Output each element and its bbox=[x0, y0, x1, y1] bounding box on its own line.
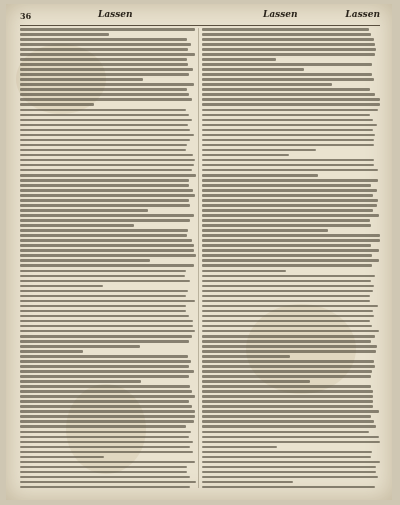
illegible-text-line bbox=[20, 400, 189, 403]
illegible-text-line bbox=[202, 53, 375, 56]
running-head-left: Lassen bbox=[98, 10, 133, 20]
illegible-text-line bbox=[202, 305, 378, 308]
illegible-text-line bbox=[202, 461, 380, 464]
illegible-text-line bbox=[20, 350, 83, 353]
illegible-text-line bbox=[20, 154, 193, 157]
illegible-text-line bbox=[20, 310, 186, 313]
illegible-text-line bbox=[20, 285, 103, 288]
illegible-text-line bbox=[20, 224, 134, 227]
illegible-text-line bbox=[20, 436, 189, 439]
illegible-text-line bbox=[20, 300, 195, 303]
illegible-text-line bbox=[20, 441, 193, 444]
illegible-text-line bbox=[202, 425, 376, 428]
illegible-text-line bbox=[202, 48, 376, 51]
illegible-text-line bbox=[202, 199, 378, 202]
illegible-text-line bbox=[202, 340, 371, 343]
illegible-text-line bbox=[20, 270, 186, 273]
illegible-text-line bbox=[20, 239, 192, 242]
illegible-text-line bbox=[202, 290, 373, 293]
illegible-text-line bbox=[20, 385, 190, 388]
illegible-text-line bbox=[202, 254, 372, 257]
illegible-text-line bbox=[202, 385, 371, 388]
illegible-text-line bbox=[20, 410, 195, 413]
illegible-text-line bbox=[20, 280, 190, 283]
illegible-text-line bbox=[202, 380, 310, 383]
illegible-text-line bbox=[20, 451, 193, 454]
illegible-text-line bbox=[202, 164, 374, 167]
illegible-text-line bbox=[20, 365, 189, 368]
illegible-text-line bbox=[202, 98, 380, 101]
illegible-text-line bbox=[202, 139, 374, 142]
illegible-text-line bbox=[202, 390, 373, 393]
illegible-text-line bbox=[20, 78, 143, 81]
illegible-text-line bbox=[20, 114, 189, 117]
illegible-text-line bbox=[202, 219, 370, 222]
illegible-text-line bbox=[20, 194, 195, 197]
illegible-text-line bbox=[20, 68, 193, 71]
illegible-text-line bbox=[20, 259, 150, 262]
illegible-text-line bbox=[202, 295, 370, 298]
illegible-text-line bbox=[20, 471, 187, 474]
illegible-text-line bbox=[202, 144, 374, 147]
illegible-text-line bbox=[20, 249, 194, 252]
illegible-text-line bbox=[20, 109, 186, 112]
illegible-text-line bbox=[20, 204, 190, 207]
illegible-text-line bbox=[20, 139, 190, 142]
illegible-text-line bbox=[202, 345, 377, 348]
illegible-text-line bbox=[202, 184, 371, 187]
illegible-text-line bbox=[20, 244, 194, 247]
illegible-text-line bbox=[20, 103, 94, 106]
illegible-text-line bbox=[202, 360, 374, 363]
illegible-text-line bbox=[20, 73, 189, 76]
illegible-text-line bbox=[202, 88, 370, 91]
illegible-text-line bbox=[20, 431, 191, 434]
illegible-text-line bbox=[20, 295, 186, 298]
illegible-text-line bbox=[20, 345, 140, 348]
illegible-text-line bbox=[202, 420, 374, 423]
illegible-text-line bbox=[202, 259, 379, 262]
illegible-text-line bbox=[202, 224, 371, 227]
book-page bbox=[6, 4, 392, 500]
illegible-text-line bbox=[20, 144, 187, 147]
illegible-text-line bbox=[20, 355, 188, 358]
illegible-text-line bbox=[20, 164, 194, 167]
illegible-text-line bbox=[20, 395, 195, 398]
illegible-text-line bbox=[20, 425, 186, 428]
illegible-text-line bbox=[202, 456, 371, 459]
illegible-text-line bbox=[202, 446, 277, 449]
illegible-text-line bbox=[202, 134, 375, 137]
illegible-text-line bbox=[20, 330, 195, 333]
illegible-text-line bbox=[20, 264, 194, 267]
illegible-text-line bbox=[202, 159, 374, 162]
illegible-text-line bbox=[202, 335, 375, 338]
illegible-text-line bbox=[20, 199, 189, 202]
illegible-text-line bbox=[202, 103, 380, 106]
illegible-text-line bbox=[202, 194, 373, 197]
text-column-left bbox=[20, 28, 196, 490]
running-head-center: Lassen bbox=[263, 10, 298, 20]
illegible-text-line bbox=[20, 38, 187, 41]
illegible-text-line bbox=[202, 365, 375, 368]
illegible-text-line bbox=[20, 119, 192, 122]
illegible-text-line bbox=[20, 134, 194, 137]
illegible-text-line bbox=[202, 179, 378, 182]
illegible-text-line bbox=[20, 254, 196, 257]
illegible-text-line bbox=[20, 53, 195, 56]
illegible-text-line bbox=[20, 360, 191, 363]
illegible-text-line bbox=[202, 436, 379, 439]
illegible-text-line bbox=[202, 310, 373, 313]
illegible-text-line bbox=[20, 405, 192, 408]
illegible-text-line bbox=[202, 119, 373, 122]
illegible-text-line bbox=[202, 400, 373, 403]
illegible-text-line bbox=[20, 219, 190, 222]
illegible-text-line bbox=[20, 320, 193, 323]
illegible-text-line bbox=[20, 48, 188, 51]
page-header bbox=[20, 10, 380, 24]
illegible-text-line bbox=[20, 275, 185, 278]
illegible-text-line bbox=[20, 234, 187, 237]
illegible-text-line bbox=[202, 149, 316, 152]
illegible-text-line bbox=[202, 73, 372, 76]
illegible-text-line bbox=[202, 43, 375, 46]
illegible-text-line bbox=[202, 83, 332, 86]
illegible-text-line bbox=[202, 129, 373, 132]
illegible-text-line bbox=[20, 189, 193, 192]
illegible-text-line bbox=[20, 380, 141, 383]
illegible-text-line bbox=[20, 88, 187, 91]
illegible-text-line bbox=[20, 43, 191, 46]
illegible-text-line bbox=[20, 305, 186, 308]
illegible-text-line bbox=[202, 325, 372, 328]
illegible-text-line bbox=[202, 471, 376, 474]
illegible-text-line bbox=[202, 174, 318, 177]
illegible-text-line bbox=[202, 410, 379, 413]
illegible-text-line bbox=[202, 38, 374, 41]
illegible-text-line bbox=[20, 129, 190, 132]
illegible-text-line bbox=[202, 285, 374, 288]
illegible-text-line bbox=[20, 290, 188, 293]
column-divider bbox=[198, 28, 199, 488]
illegible-text-line bbox=[202, 63, 372, 66]
illegible-text-line bbox=[202, 355, 290, 358]
illegible-text-line bbox=[202, 481, 293, 484]
illegible-text-line bbox=[202, 169, 378, 172]
illegible-text-line bbox=[20, 315, 189, 318]
illegible-text-line bbox=[20, 98, 192, 101]
illegible-text-line bbox=[202, 114, 370, 117]
illegible-text-line bbox=[202, 109, 378, 112]
illegible-text-line bbox=[20, 325, 193, 328]
illegible-text-line bbox=[202, 280, 371, 283]
illegible-text-line bbox=[20, 58, 187, 61]
illegible-text-line bbox=[20, 149, 186, 152]
illegible-text-line bbox=[202, 275, 375, 278]
illegible-text-line bbox=[20, 446, 190, 449]
illegible-text-line bbox=[202, 395, 373, 398]
illegible-text-line bbox=[202, 264, 372, 267]
illegible-text-line bbox=[20, 466, 187, 469]
illegible-text-line bbox=[20, 486, 190, 489]
illegible-text-line bbox=[202, 466, 376, 469]
illegible-text-line bbox=[202, 375, 371, 378]
illegible-text-line bbox=[20, 124, 188, 127]
illegible-text-line bbox=[202, 476, 378, 479]
illegible-text-line bbox=[20, 184, 189, 187]
illegible-text-line bbox=[20, 159, 195, 162]
running-head-right: Lassen bbox=[345, 10, 380, 20]
illegible-text-line bbox=[20, 476, 190, 479]
illegible-text-line bbox=[20, 229, 188, 232]
illegible-text-line bbox=[202, 209, 373, 212]
illegible-text-line bbox=[202, 370, 372, 373]
illegible-text-line bbox=[202, 214, 379, 217]
illegible-text-line bbox=[20, 174, 196, 177]
illegible-text-line bbox=[20, 209, 148, 212]
illegible-text-line bbox=[202, 350, 376, 353]
illegible-text-line bbox=[202, 415, 371, 418]
illegible-text-line bbox=[20, 335, 192, 338]
illegible-text-line bbox=[20, 370, 194, 373]
illegible-text-line bbox=[20, 415, 195, 418]
illegible-text-line bbox=[20, 461, 195, 464]
illegible-text-line bbox=[20, 214, 194, 217]
header-rule bbox=[20, 25, 380, 26]
illegible-text-line bbox=[20, 481, 196, 484]
illegible-text-line bbox=[202, 68, 304, 71]
illegible-text-line bbox=[202, 28, 369, 31]
illegible-text-line bbox=[20, 63, 188, 66]
illegible-text-line bbox=[202, 270, 286, 273]
illegible-text-line bbox=[20, 169, 192, 172]
illegible-text-line bbox=[20, 179, 189, 182]
illegible-text-line bbox=[202, 300, 370, 303]
illegible-text-line bbox=[20, 420, 194, 423]
illegible-text-line bbox=[202, 405, 373, 408]
illegible-text-line bbox=[20, 456, 104, 459]
illegible-text-line bbox=[202, 154, 289, 157]
illegible-text-line bbox=[202, 249, 379, 252]
illegible-text-line bbox=[20, 390, 192, 393]
illegible-text-line bbox=[20, 33, 109, 36]
illegible-text-line bbox=[202, 239, 380, 242]
illegible-text-line bbox=[20, 340, 189, 343]
illegible-text-line bbox=[202, 189, 377, 192]
illegible-text-line bbox=[202, 486, 375, 489]
illegible-text-line bbox=[202, 93, 375, 96]
page-number: 36 bbox=[20, 11, 32, 21]
illegible-text-line bbox=[202, 58, 276, 61]
illegible-text-line bbox=[202, 244, 371, 247]
illegible-text-line bbox=[202, 204, 377, 207]
illegible-text-line bbox=[202, 33, 371, 36]
illegible-text-line bbox=[202, 78, 374, 81]
text-column-right bbox=[202, 28, 380, 490]
illegible-text-line bbox=[20, 93, 189, 96]
illegible-text-line bbox=[202, 315, 374, 318]
illegible-text-line bbox=[202, 441, 380, 444]
illegible-text-line bbox=[202, 431, 369, 434]
illegible-text-line bbox=[202, 320, 370, 323]
illegible-text-line bbox=[20, 28, 195, 31]
illegible-text-line bbox=[202, 234, 380, 237]
illegible-text-line bbox=[202, 330, 379, 333]
illegible-text-line bbox=[202, 451, 372, 454]
illegible-text-line bbox=[20, 375, 189, 378]
illegible-text-line bbox=[202, 124, 377, 127]
illegible-text-line bbox=[202, 229, 328, 232]
illegible-text-line bbox=[20, 83, 194, 86]
